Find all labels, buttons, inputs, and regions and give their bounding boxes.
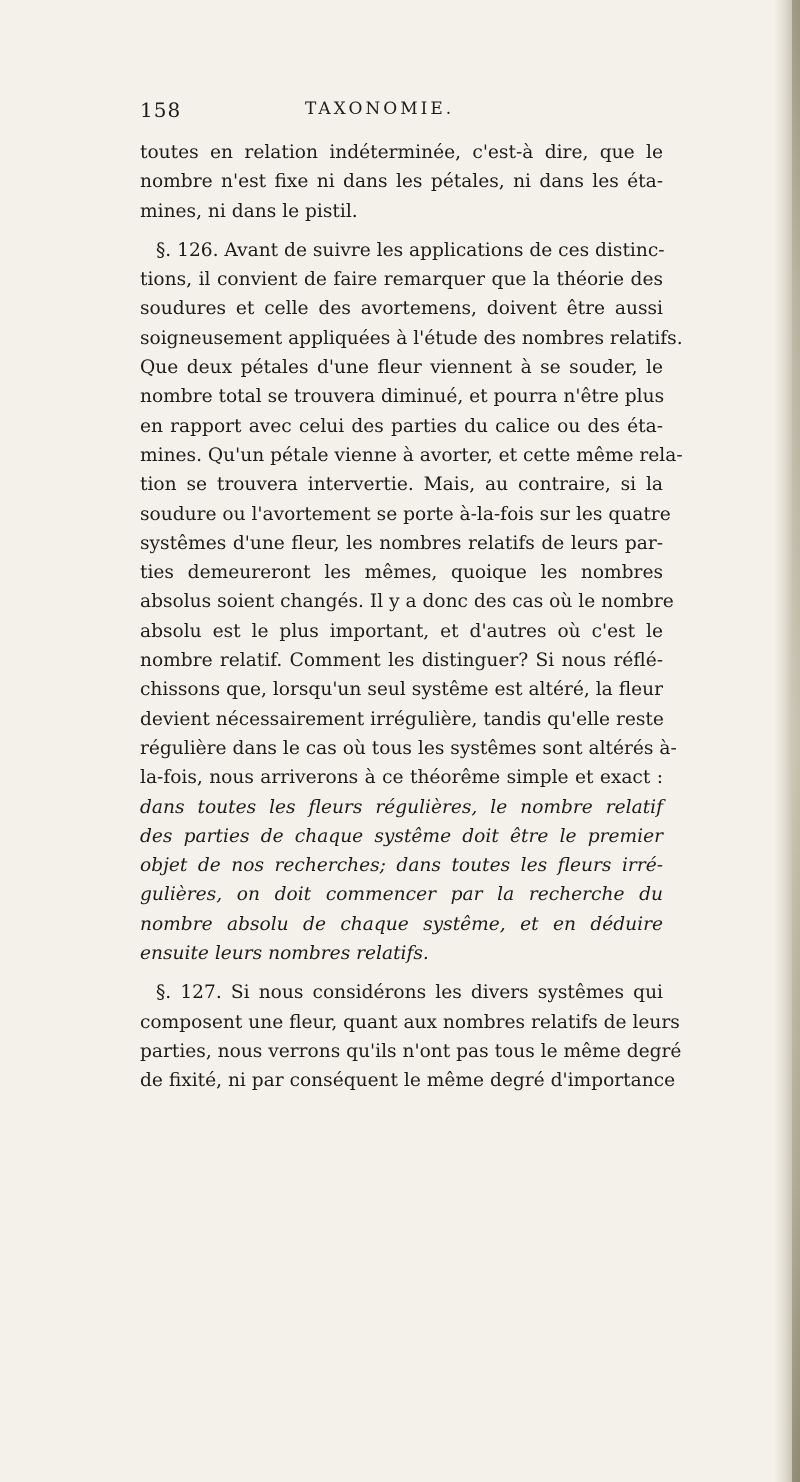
text-line: soudures et celle des avortemens, doivent être aussi [140,298,663,320]
italic-theorem-line: des parties de chaque systême doit être le premier [140,825,663,847]
text-line: mines, ni dans le pistil. [140,200,358,222]
text-line: parties, nous verrons qu'ils n'ont pas tous le même degré [140,1040,682,1062]
paragraph-gap [140,968,663,978]
italic-theorem-line: dans toutes les fleurs régulières, le nombre relatif [140,796,663,818]
running-title: TAXONOMIE. [305,99,455,119]
text-line: §. 126. Avant de suivre les applications de ces distinc- [156,239,665,261]
text-line: mines. Qu'un pétale vienne à avorter, et cette même rela- [140,444,683,466]
text-line: Que deux pétales d'une fleur viennent à se souder, le [140,357,663,379]
text-line: systêmes d'une fleur, les nombres relatifs de leurs par- [140,532,663,554]
text-line: absolu est le plus important, et d'autres où c'est le [140,620,663,642]
text-line: régulière dans le cas où tous les systêmes sont altérés à- [140,737,677,759]
italic-theorem-line: gulières, on doit commencer par la recherche du [140,884,663,906]
text-line: en rapport avec celui des parties du calice ou des éta- [140,415,663,437]
text-line: devient nécessairement irrégulière, tandis qu'elle reste [140,708,664,730]
text-line: soudure ou l'avortement se porte à-la-fois sur les quatre [140,503,671,525]
paragraph-gap [140,226,663,236]
italic-theorem-line: objet de nos recherches; dans toutes les fleurs irré- [140,855,663,877]
text-line: nombre relatif. Comment les distinguer? Si nous réflé- [140,650,663,672]
page-edge-binding [792,0,800,1482]
text-line: absolus soient changés. Il y a donc des cas où le nombre [140,591,674,613]
text-line: toutes en relation indéterminée, c'est-à dire, que le [140,142,663,163]
paragraph-126 [140,236,683,968]
text-line: de fixité, ni par conséquent le même degré d'importance [140,1070,676,1092]
text-line: la-fois, nous arriverons à ce théorême simple et exact : [140,767,663,789]
paragraph-127 [140,978,682,1095]
text-line: §. 127. Si nous considérons les divers systêmes qui [156,982,663,1004]
text-line: tion se trouvera intervertie. Mais, au contraire, si la [140,474,663,496]
text-line: nombre n'est fixe ni dans les pétales, ni dans les éta- [140,171,663,193]
italic-theorem-line: nombre absolu de chaque systême, et en déduire [140,913,663,935]
paragraph-1 [140,138,663,226]
text-line: composent une fleur, quant aux nombres relatifs de leurs [140,1011,680,1033]
text-line: soigneusement appliquées à l'étude des nombres relatifs. [140,327,683,349]
page-number: 158 [140,98,182,122]
text-line: ties demeureront les mêmes, quoique les nombres [140,562,663,584]
text-line: nombre total se trouvera diminué, et pourra n'être plus [140,386,665,408]
text-line: chissons que, lorsqu'un seul systême est altéré, la fleur [140,679,663,701]
italic-theorem-line: ensuite leurs nombres relatifs. [140,943,429,965]
text-line: tions, il convient de faire remarquer que la théorie des [140,269,663,291]
page-body [140,138,683,1096]
page-header [140,98,660,128]
